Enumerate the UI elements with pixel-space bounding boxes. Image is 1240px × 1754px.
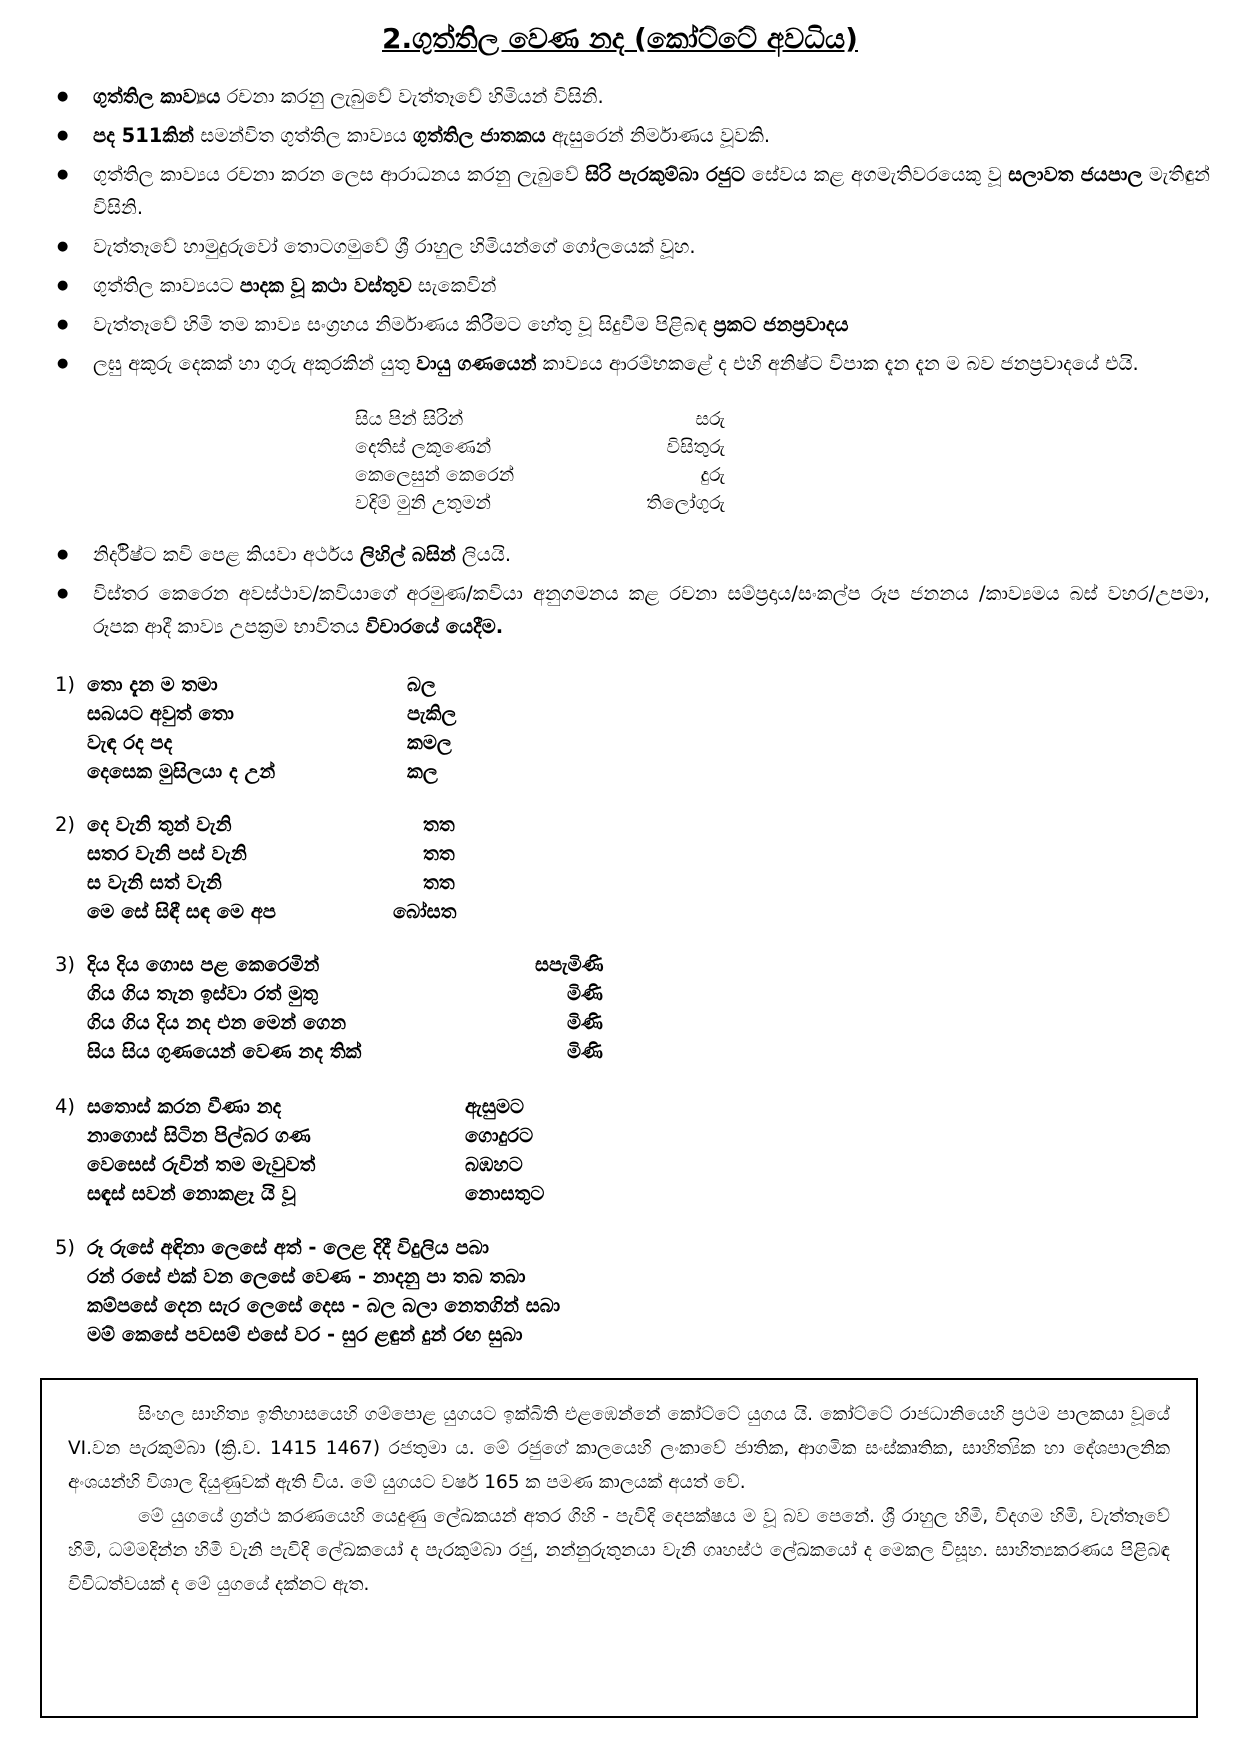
poem-line xyxy=(55,950,755,979)
poem-text: සතර වැනි පස් වැනි xyxy=(87,842,247,865)
poem-line xyxy=(55,1179,755,1208)
list-item xyxy=(55,577,1210,643)
verse-end: සරු xyxy=(695,408,725,430)
poem-line xyxy=(55,979,755,1008)
verse-line xyxy=(355,405,725,433)
poem-text: සබයට අවුත් තො xyxy=(87,702,234,725)
verse-text: සිය පින් සිරින් xyxy=(355,408,464,430)
poem-line xyxy=(55,839,655,868)
bullet-text: ගුත්තිල කාව්‍යයට xyxy=(93,274,240,297)
poem-text: ගිය ගිය තැන ඉස්වා රත් මුතු xyxy=(87,982,319,1005)
background-note-box xyxy=(40,1378,1198,1718)
poem-line xyxy=(55,1150,755,1179)
poem-line xyxy=(55,810,655,839)
note-paragraph: මේ යුගයේ ග්‍රන්ථ කරණයෙහි යෙදුණු ලේඛකයන් අතර ගිහි - පැවිදි දෙපක්ෂය ම වූ බව පෙනේ. ශ්‍රී රාහුල හිමි, විදගම හිමි, වැත්තෑවේ හිමි, ධම්මදින්න හිමි වැනි පැවිදි ලේඛකයෝ ද පැරකුම්බා රජු, නන්නුරුතුනයා වැනි ගෘහස්ථ ලේඛකයෝ ද මෙකල විසූහ. සාහිත්‍යකරණය පිළිබඳ විවිධත්වයක් ද මේ යුගයේ දක්නට ඇත. xyxy=(68,1506,1170,1595)
poem-text: සිය සිය ගුණයෙන් වෙණ නද තික් xyxy=(87,1040,362,1063)
bullet-text: නිර්දිෂ්ට කවි පෙළ කියවා අර්ථය xyxy=(93,543,361,566)
poem-end: කමල xyxy=(407,731,452,754)
intro-bullet-list xyxy=(55,80,1210,386)
poem-line xyxy=(55,1037,755,1066)
poem-line xyxy=(55,1262,855,1291)
bullet-text: ගුත්තිල ජාතකය xyxy=(413,124,546,147)
bullet-text: ලිහිල් බසින් xyxy=(360,543,456,566)
verse-end: දුරු xyxy=(700,464,725,486)
poem-text: සතොස් කරන වීණා නද xyxy=(87,1095,282,1118)
bullet-text: විචාරයේ යෙදීම. xyxy=(365,615,504,638)
poem-end: තත xyxy=(423,813,455,836)
bullet-text: ලියයි. xyxy=(455,543,512,566)
list-item xyxy=(55,347,1210,380)
verse-line xyxy=(355,433,725,461)
poem-end: බෝසත xyxy=(393,900,457,923)
poem-number: 2) xyxy=(55,813,76,836)
bullet-text: වැත්තෑවේ හාමුදුරුවෝ තොටගමුවේ ශ්‍රී රාහුල හිමියන්ගේ ගෝලයෙක් වූහ. xyxy=(93,235,696,258)
bullet-text: සැකෙවින් xyxy=(411,274,497,297)
poem-text: දෙ වැනි තුන් වැනි xyxy=(87,813,232,836)
poem-end: තත xyxy=(423,842,455,865)
poem-line xyxy=(55,1320,855,1349)
verse-line xyxy=(355,489,725,517)
verse-end: විසිතුරු xyxy=(666,436,725,458)
poem-number: 1) xyxy=(55,673,76,696)
poem-end: මිණි xyxy=(567,982,603,1005)
list-item xyxy=(55,80,1210,113)
poem-end: මිණි xyxy=(567,1040,603,1063)
bullet-text: සේවය කළ අගමැතිවරයෙකු වූ xyxy=(745,163,1009,186)
poem-line xyxy=(55,699,655,728)
poem-line xyxy=(55,1121,755,1150)
poem-line xyxy=(55,757,655,786)
opening-verse xyxy=(355,405,725,517)
bullet-text: මැතිඳුන් විසිනි. xyxy=(93,163,1210,219)
list-item xyxy=(55,158,1210,224)
task-bullet-list xyxy=(55,538,1210,649)
poem-end: පැකිල xyxy=(407,702,457,725)
poem-line xyxy=(55,670,655,699)
note-paragraph: සිංහල සාහිත්‍ය ඉතිහාසයෙහි ගම්පොළ යුගයට ඉක්බිති එළඹෙන්නේ කෝට්ටේ යුගය යි. කෝට්ටේ රාජධානියෙහි ප්‍රථම පාලකයා වූයේ VI.වන පැරකුම්බා (ක්‍රි.ව. 1415 1467) රජතුමා ය. මේ රජුගේ කාලයෙහි ලංකාවේ ජාතික, ආගමික සංස්කෘතික, සාහිත්‍යික හා දේශපාලනික අංශයන්හි විශාල දියුණුවක් ඇති විය. මේ යුගයට වර්ෂ 165 ක පමණ කාලයක් අයත් වේ. xyxy=(68,1404,1170,1493)
verse-text: දෙතිස් ලකුණෙන් xyxy=(355,436,492,458)
poem-text: ගිය ගිය දිය නද එන මෙන් ගෙන xyxy=(87,1011,347,1034)
bullet-text: විස්තර කෙරෙන අවස්ථාව/කවියාගේ අරමුණ/කවියා අනුගමනය කළ රචනා සම්ප්‍රදාය/සංකල්ප රූප ජනනය /කාව්‍යමය බස් වහර/උපමා, රූපක ආදී කාව්‍ය උපක්‍රම භාවිතය xyxy=(93,582,1210,638)
bullet-text: වායු ගණයෙන් xyxy=(416,352,537,375)
poem-3 xyxy=(55,950,755,1066)
poem-number: 4) xyxy=(55,1095,76,1118)
poem-4 xyxy=(55,1092,755,1208)
poem-end: බඹහට xyxy=(465,1153,523,1176)
verse-text: වදිම් මුනි උතුමන් xyxy=(355,492,491,514)
poem-line xyxy=(55,1233,855,1262)
bullet-text: වැත්තෑවේ හිමි තම කාව්‍ය සංග්‍රහය නිර්මාණය කිරීමට හේතු වූ සිදුවීම පිළිබඳ xyxy=(93,313,714,336)
poem-end: බල xyxy=(407,673,436,696)
poem-end: සපැමිණි xyxy=(535,953,604,976)
page-title: 2.ගුත්තිල වෙණ නද (කෝට්ටේ අවධිය) xyxy=(382,22,858,55)
poem-line xyxy=(55,1008,755,1037)
poem-1 xyxy=(55,670,655,786)
poem-text: දෙසෙක මුසිලයා ද උන් xyxy=(87,760,276,783)
poem-end: නොසතුට xyxy=(465,1182,545,1205)
poem-line xyxy=(55,868,655,897)
poem-text: සඳැස් සවන් නොකළෑ යි වූ xyxy=(87,1182,296,1205)
bullet-text: සලාවත ජයපාල xyxy=(1008,163,1143,186)
poem-text: තො දැන ම තමා xyxy=(87,673,218,696)
poem-text: වෙසෙස් රුවින් තම මැවුවත් xyxy=(87,1153,316,1176)
poem-2 xyxy=(55,810,655,926)
bullet-text: ගුත්තිල කාව්‍යය xyxy=(93,85,221,108)
bullet-text: සිරි පැරකුම්බා රජුට xyxy=(585,163,746,186)
poem-line xyxy=(55,1092,755,1121)
list-item xyxy=(55,538,1210,571)
poem-text: රූ රුසේ අඳිනා ලෙසේ අත් - ලෙළ දිදී විදුලිය පබා xyxy=(87,1236,490,1259)
poem-end: කල xyxy=(407,760,438,783)
bullet-text: රචනා කරනු ලැබුවේ වැත්තෑවේ හිමියන් විසිනි. xyxy=(220,85,604,108)
poem-number: 3) xyxy=(55,953,76,976)
bullet-text: ලඝු අකුරු දෙකක් හා ගුරු අකුරකින් යුතු xyxy=(93,352,417,375)
poem-text: කම්පසේ දෙන සැර ලෙසේ දෙස - බල බලා නෙතගින් සබා xyxy=(87,1294,561,1317)
bullet-text: ඇසුරෙන් නිර්මාණය වූවකි. xyxy=(545,124,771,147)
poem-text: වැඳ රද පද xyxy=(87,731,173,754)
bullet-text: සමන්විත ගුත්තිල කාව්‍යය xyxy=(194,124,414,147)
poem-5 xyxy=(55,1233,855,1349)
poem-text: රන් රසේ එක් වන ලෙසේ වෙණ - නාදනු පා තබ තබා xyxy=(87,1265,526,1288)
bullet-text: කාව්‍යය ආරම්භකළේ ද එහි අනිෂ්ට විපාක දැන දැන ම බව ජනප්‍රවාදයේ එයි. xyxy=(536,352,1139,375)
bullet-text: පද 511කින් xyxy=(93,124,195,147)
poem-end: මිණි xyxy=(567,1011,603,1034)
list-item xyxy=(55,119,1210,152)
poem-text: දිය දිය ගොස පළ කෙරෙමින් xyxy=(87,953,320,976)
poem-end: ගොදුරට xyxy=(465,1124,534,1147)
verse-end: තිලෝගුරු xyxy=(646,492,725,514)
poem-end: ඇසුමට xyxy=(465,1095,524,1118)
verse-line xyxy=(355,461,725,489)
poem-end: තත xyxy=(423,871,455,894)
list-item xyxy=(55,308,1210,341)
poem-line xyxy=(55,1291,855,1320)
poem-text: ස වැනි සත් වැනි xyxy=(87,871,222,894)
bullet-text: ප්‍රකට ජනප්‍රවාදය xyxy=(713,313,849,336)
poem-number: 5) xyxy=(55,1236,76,1259)
list-item xyxy=(55,269,1210,302)
list-item xyxy=(55,230,1210,263)
poem-text: මම් කෙසේ පවසම් එසේ වර - සුර ළඳුන් දුන් රඟ සුබා xyxy=(87,1323,523,1346)
poem-text: නාගොස් සිටින පිල්බර ගණ xyxy=(87,1124,311,1147)
verse-text: කෙලෙසුන් කෙරෙන් xyxy=(355,464,515,486)
bullet-text: ගුත්තිල කාව්‍යය රචනා කරන ලෙස ආරාධනය කරනු ලැබුවේ xyxy=(93,163,586,186)
bullet-text: පාදක වූ කථා වස්තුව xyxy=(239,274,412,297)
poem-line xyxy=(55,728,655,757)
poem-line xyxy=(55,897,655,926)
poem-text: මෙ සේ සිඳී සඳ මෙ අප xyxy=(87,900,276,923)
